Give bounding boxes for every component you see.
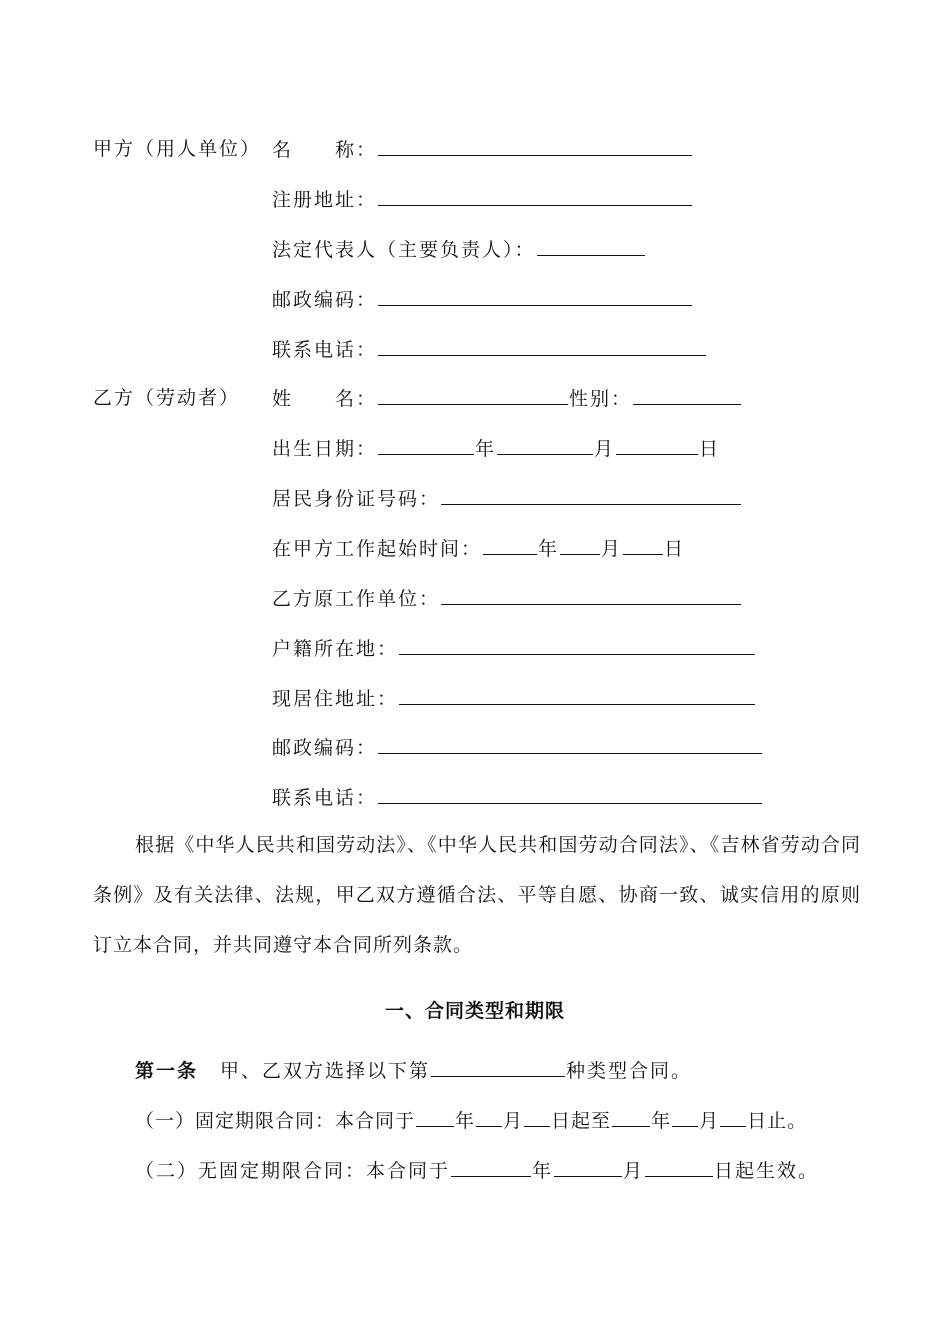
fixed-term-mid: 日起至 xyxy=(551,1110,612,1132)
party-b-phone-blank[interactable] xyxy=(378,785,762,804)
party-b-name-blank[interactable] xyxy=(378,386,568,405)
party-b-birth-label: 出生日期： xyxy=(272,438,378,460)
open-start-year-blank[interactable] xyxy=(451,1158,531,1177)
open-term-end: 日起生效。 xyxy=(714,1160,820,1182)
party-b-prev-employer-row xyxy=(272,586,742,611)
party-a-legal-rep-label: 法定代表人（主要负责人）： xyxy=(272,239,536,261)
start-month-label: 月 xyxy=(601,538,623,560)
party-b-id-blank[interactable] xyxy=(441,486,741,505)
party-b-household-label: 户籍所在地： xyxy=(272,638,399,660)
party-a-phone-row xyxy=(272,337,707,362)
start-year-label: 年 xyxy=(538,538,560,560)
party-a-name-label: 名 称： xyxy=(272,139,378,161)
article-1-text-a: 甲、乙双方选择以下第 xyxy=(220,1060,431,1082)
fixed-end-day-blank[interactable] xyxy=(720,1108,746,1127)
birth-month-label: 月 xyxy=(594,438,616,460)
party-a-name-blank[interactable] xyxy=(378,137,692,156)
open-start-month-blank[interactable] xyxy=(554,1158,622,1177)
open-start-day-blank[interactable] xyxy=(645,1158,713,1177)
start-year-blank[interactable] xyxy=(483,536,537,555)
party-a-phone-blank[interactable] xyxy=(378,337,706,356)
fixed-start-month-blank[interactable] xyxy=(476,1108,502,1127)
fixed-start-year-blank[interactable] xyxy=(416,1108,454,1127)
party-a-postcode-row xyxy=(272,287,693,312)
open-start-year-label: 年 xyxy=(532,1160,554,1182)
party-a-address-row xyxy=(272,187,693,212)
party-b-name-label: 姓 名： xyxy=(272,388,378,410)
fixed-term-row xyxy=(135,1108,807,1133)
party-b-start-label: 在甲方工作起始时间： xyxy=(272,538,483,560)
party-b-gender-label: 性别： xyxy=(569,388,633,410)
article-1-label: 第一条 xyxy=(135,1060,199,1082)
birth-month-blank[interactable] xyxy=(497,436,593,455)
party-a-address-blank[interactable] xyxy=(378,187,692,206)
party-b-phone-label: 联系电话： xyxy=(272,787,378,809)
start-day-label: 日 xyxy=(664,538,686,560)
party-a-postcode-blank[interactable] xyxy=(378,287,692,306)
party-a-postcode-label: 邮政编码： xyxy=(272,289,378,311)
start-day-blank[interactable] xyxy=(623,536,663,555)
open-term-row xyxy=(135,1158,819,1183)
party-b-household-row xyxy=(272,636,756,661)
party-b-birth-row xyxy=(272,436,720,461)
contract-type-blank[interactable] xyxy=(431,1058,565,1077)
fixed-start-month-label: 月 xyxy=(503,1110,524,1132)
preamble-paragraph: 根据《中华人民共和国劳动法》、《中华人民共和国劳动合同法》、《吉林省劳动合同条例》及有关法律、法规，甲乙双方遵循合法、平等自愿、协商一致、诚实信用的原则订立本合同，并共同遵守本合同所列条款。 xyxy=(93,834,861,956)
birth-year-blank[interactable] xyxy=(378,436,474,455)
fixed-end-year-blank[interactable] xyxy=(612,1108,650,1127)
party-a-legal-rep-row xyxy=(272,237,646,262)
party-a-legal-rep-blank[interactable] xyxy=(537,237,645,256)
party-b-postcode-label: 邮政编码： xyxy=(272,737,378,759)
article-1-row xyxy=(135,1058,692,1083)
section-1-title: 一、合同类型和期限 xyxy=(384,1000,565,1022)
fixed-term-end: 日止。 xyxy=(747,1110,808,1132)
birth-year-label: 年 xyxy=(475,438,497,460)
party-a-title: 甲方（用人单位） xyxy=(93,138,262,160)
fixed-end-month-blank[interactable] xyxy=(672,1108,698,1127)
fixed-end-month-label: 月 xyxy=(699,1110,720,1132)
party-b-title: 乙方（劳动者） xyxy=(93,387,241,409)
party-b-postcode-row xyxy=(272,735,763,760)
party-b-postcode-blank[interactable] xyxy=(378,735,762,754)
fixed-end-year-label: 年 xyxy=(651,1110,672,1132)
birth-day-blank[interactable] xyxy=(616,436,698,455)
fixed-start-day-blank[interactable] xyxy=(524,1108,550,1127)
party-b-prev-employer-label: 乙方原工作单位： xyxy=(272,588,441,610)
party-b-gender-blank[interactable] xyxy=(633,386,741,405)
article-1-text-b: 种类型合同。 xyxy=(566,1060,693,1082)
start-month-blank[interactable] xyxy=(560,536,600,555)
party-b-residence-blank[interactable] xyxy=(399,686,755,705)
birth-day-label: 日 xyxy=(699,438,721,460)
party-b-residence-label: 现居住地址： xyxy=(272,688,399,710)
party-b-household-blank[interactable] xyxy=(399,636,755,655)
party-b-prev-employer-blank[interactable] xyxy=(441,586,741,605)
fixed-start-year-label: 年 xyxy=(455,1110,476,1132)
party-b-name-row xyxy=(272,386,742,411)
party-a-name-row xyxy=(272,137,693,162)
party-a-address-label: 注册地址： xyxy=(272,189,378,211)
open-term-prefix: （二）无固定期限合同：本合同于 xyxy=(135,1160,451,1182)
party-b-id-label: 居民身份证号码： xyxy=(272,488,441,510)
party-b-id-row xyxy=(272,486,742,511)
party-b-phone-row xyxy=(272,785,763,810)
open-start-month-label: 月 xyxy=(623,1160,645,1182)
fixed-term-prefix: （一）固定期限合同：本合同于 xyxy=(135,1110,416,1132)
party-b-residence-row xyxy=(272,686,756,711)
party-b-start-row xyxy=(272,536,685,561)
party-a-phone-label: 联系电话： xyxy=(272,339,378,361)
